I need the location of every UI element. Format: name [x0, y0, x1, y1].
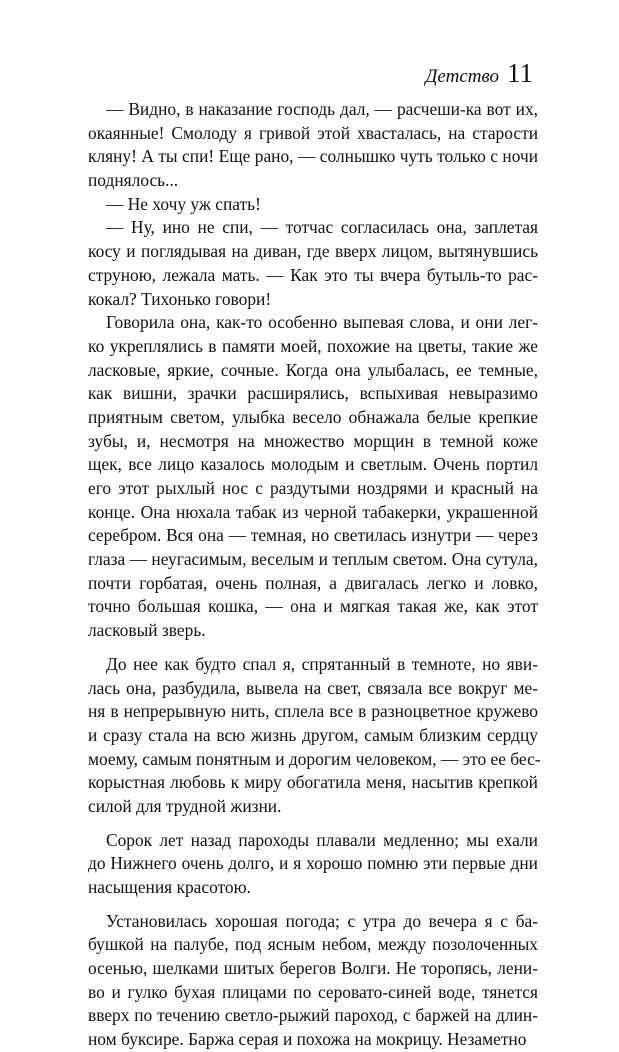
paragraph — [88, 311, 538, 643]
page-number: 11 — [507, 58, 533, 88]
text-line: кокал? Тихонько говори! — [88, 288, 272, 309]
paragraph-gap — [88, 643, 538, 653]
text-line: ном буксире. Баржа серая и похожа на мокрицу. Незаметно — [88, 1029, 527, 1050]
text-line: во и гулко бухая плицами по серовато-синей воде, тянется — [88, 981, 538, 1002]
paragraph-gap — [88, 819, 538, 829]
text-line: косу и поглядывая на диван, где вверх лицом, вытянувшись — [88, 241, 538, 262]
text-line: моему, самым понятным и дорогим человеком, — это ее бес- — [88, 748, 541, 769]
text-line: окаянные! Смолоду я гривой этой хвасталась, на старости — [88, 122, 538, 143]
text-line: ня в непрерывную нить, сплела все в разноцветное кружево — [88, 701, 538, 722]
text-line: бушкой на палубе, под ясным небом, между позолоченных — [88, 934, 538, 955]
text-line: приятным светом, улыбка весело обнажала белые крепкие — [88, 406, 538, 427]
text-line: — Ну, ино не спи, — тотчас согласилась она, заплетая — [106, 217, 538, 238]
text-line: и сразу стала на всю жизнь другом, самым близким сердцу — [88, 724, 538, 745]
text-line: До нее как будто спал я, спрятанный в темноте, но яви- — [106, 653, 538, 674]
text-line: его этот рыхлый нос с раздутыми ноздрями и красный на — [88, 478, 538, 498]
paragraph — [88, 216, 538, 311]
text-line: насыщения красотою. — [88, 877, 251, 897]
paragraph-gap — [88, 900, 538, 910]
text-line: до Нижнего очень долго, и я хорошо помню эти первые дни — [88, 853, 538, 874]
text-line: зубы, и, несмотря на множество морщин в темной коже — [88, 430, 538, 451]
paragraph — [88, 98, 538, 193]
text-line: ласковый зверь. — [88, 620, 206, 641]
text-line: кляну! А ты спи! Еще рано, — солнышко чуть только с ночи — [88, 146, 538, 167]
text-line: точно большая кошка, — она и мягкая такая же, как этот — [88, 596, 538, 617]
text-line: Говорила она, как-то особенно выпевая слова, и они лег- — [106, 312, 538, 333]
text-line: Установилась хорошая погода; с утра до вечера я с ба- — [106, 910, 538, 931]
text-line: Сорок лет назад пароходы плавали медленно; мы ехали — [106, 829, 538, 850]
text-line: щек, все лицо казалось молодым и светлым. Очень портил — [88, 454, 538, 475]
text-line: корыстная любовь к миру обогатила меня, насытив крепкой — [88, 772, 538, 793]
text-line: струною, лежала мать. — Как это ты вчера бутыль-то рас- — [88, 264, 538, 285]
text-line: ласковые, яркие, сочные. Когда она улыбалась, ее темные, — [88, 359, 538, 380]
text-line: — Видно, в наказание господь дал, — расчеши-ка вот их, — [106, 99, 538, 119]
paragraph — [88, 829, 538, 900]
body-text — [88, 98, 541, 1052]
running-title: Детство — [425, 66, 499, 87]
text-line: осенью, шелками шитых берегов Волги. Не торопясь, лени- — [88, 958, 538, 979]
page-header — [425, 58, 533, 89]
text-line: лась она, разбудила, вывела на свет, связала все вокруг ме- — [88, 677, 538, 698]
text-line: почти горбатая, очень полная, а двигалась легко и ловко, — [88, 572, 538, 593]
paragraph — [88, 653, 541, 819]
text-line: как вишни, зрачки расширялись, вспыхивая невыразимо — [88, 383, 538, 404]
text-line: серебром. Вся она — темная, но светилась изнутри — через — [88, 525, 538, 546]
text-line: — Не хочу уж спать! — [106, 193, 261, 214]
paragraph — [88, 193, 538, 217]
text-line: конце. Она нюхала табак из черной табакерки, украшенной — [88, 501, 538, 522]
paragraph — [88, 910, 538, 1052]
text-line: глаза — неугасимым, веселым и теплым светом. Она сутула, — [88, 549, 538, 570]
text-line: силой для трудной жизни. — [88, 795, 282, 816]
text-line: поднялось... — [88, 170, 179, 191]
text-line: ко укреплялись в памяти моей, похожие на цветы, такие же — [88, 335, 538, 356]
text-line: вверх по течению светло-рыжий пароход, с баржей на длин- — [88, 1005, 538, 1026]
